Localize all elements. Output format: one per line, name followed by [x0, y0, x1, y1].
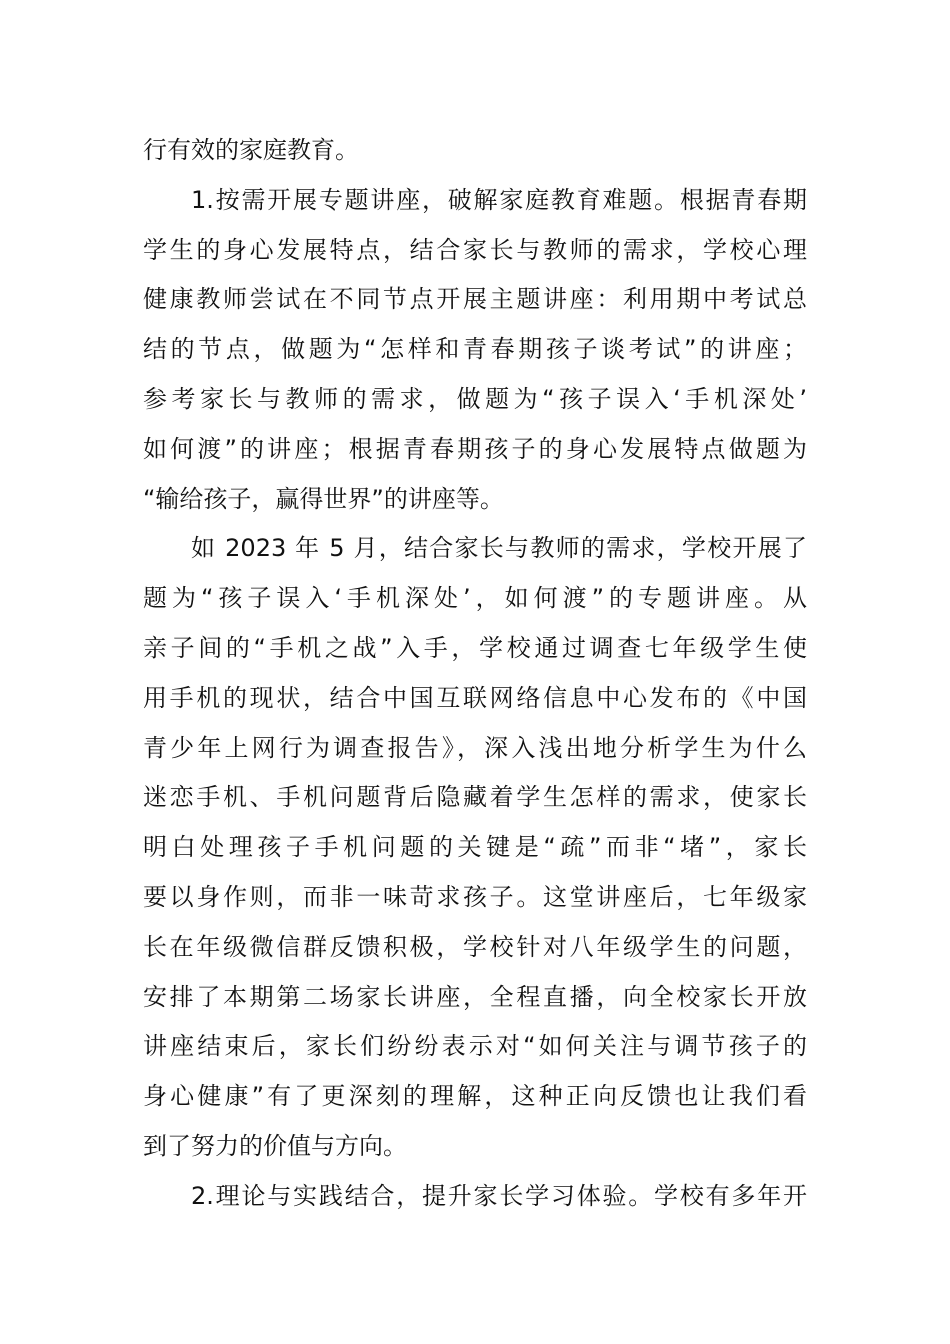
text-line: 亲子间的“手机之战”入手，学校通过调查七年级学生使: [143, 633, 807, 662]
text-line: 健康教师尝试在不同节点开展主题讲座：利用期中考试总: [143, 285, 807, 314]
text-line: 身心健康”有了更深刻的理解，这种正向反馈也让我们看: [143, 1082, 807, 1111]
text-line: 安排了本期第二场家长讲座，全程直播，向全校家长开放: [143, 982, 807, 1011]
text-line: 迷恋手机、手机问题背后隐藏着学生怎样的需求，使家长: [143, 783, 807, 812]
text-line: 如何渡”的讲座；根据青春期孩子的身心发展特点做题为: [143, 434, 807, 463]
paragraph-example-first-line: 如 2023 年 5 月，结合家长与教师的需求，学校开展了: [191, 534, 807, 563]
text-line: 讲座结束后，家长们纷纷表示对“如何关注与调节孩子的: [143, 1032, 807, 1061]
text-line: 要以身作则，而非一味苛求孩子。这堂讲座后，七年级家: [143, 882, 807, 911]
text-line: 参考家长与教师的需求，做题为“孩子误入‘手机深处’: [143, 384, 807, 413]
text-line: 结的节点，做题为“怎样和青春期孩子谈考试”的讲座；: [143, 335, 807, 364]
text-line: “输给孩子，赢得世界”的讲座等。: [143, 484, 504, 513]
text-line: 到了努力的价值与方向。: [143, 1131, 407, 1160]
body-text: [143, 126, 807, 1222]
text-line: 长在年级微信群反馈积极，学校针对八年级学生的问题，: [143, 932, 807, 961]
text-line: 题为“孩子误入‘手机深处’，如何渡”的专题讲座。从: [143, 584, 807, 613]
text-line: 行有效的家庭教育。: [143, 136, 359, 164]
text-line: 用手机的现状，结合中国互联网络信息中心发布的《中国: [143, 683, 807, 712]
text-line: 学生的身心发展特点，结合家长与教师的需求，学校心理: [143, 235, 807, 264]
text-line: 青少年上网行为调查报告》，深入浅出地分析学生为什么: [143, 733, 807, 762]
text-line: 明白处理孩子手机问题的关键是“疏”而非“堵”，家长: [143, 833, 807, 862]
paragraph-practice-heading-line: 2.理论与实践结合，提升家长学习体验。学校有多年开: [191, 1181, 807, 1210]
paragraph-lecture-heading-line: 1.按需开展专题讲座，破解家庭教育难题。根据青春期: [191, 185, 807, 214]
